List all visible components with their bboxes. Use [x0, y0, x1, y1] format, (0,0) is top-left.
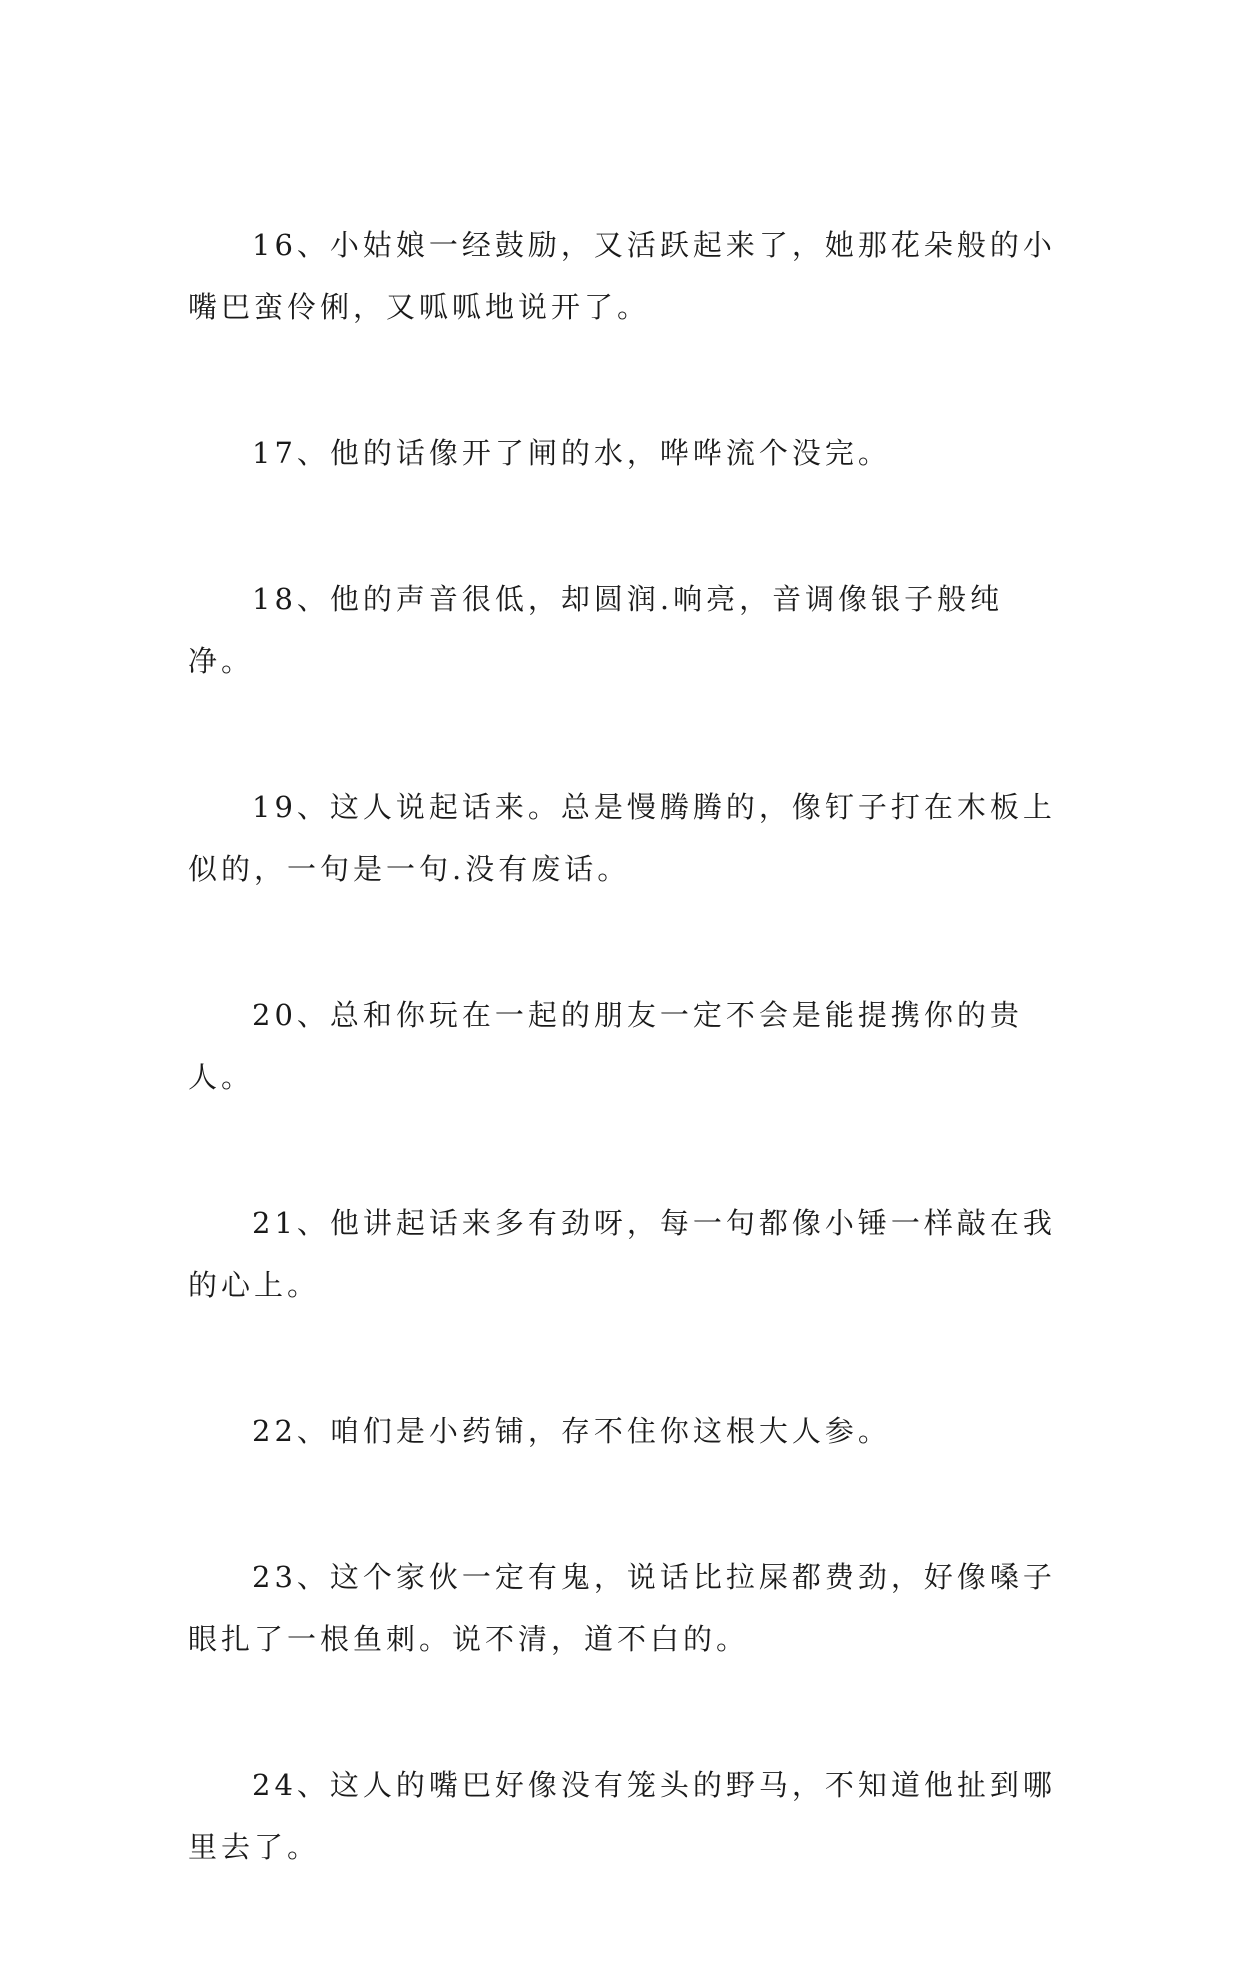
- paragraph-23: 23、这个家伙一定有鬼，说话比拉屎都费劲，好像嗓子眼扎了一根鱼刺。说不清，道不白的。: [188, 1560, 1056, 1656]
- paragraph-21: 21、他讲起话来多有劲呀，每一句都像小锤一样敲在我的心上。: [188, 1206, 1056, 1302]
- paragraph-18: 18、他的声音很低，却圆润.响亮，音调像银子般纯净。: [188, 582, 1004, 678]
- paragraph-20: 20、总和你玩在一起的朋友一定不会是能提携你的贵人。: [188, 998, 1023, 1094]
- paragraph-16: 16、小姑娘一经鼓励，又活跃起来了，她那花朵般的小嘴巴蛮伶俐，又呱呱地说开了。: [188, 228, 1056, 324]
- paragraph-22: 22、咱们是小药铺，存不住你这根大人参。: [252, 1414, 891, 1448]
- document-body: [188, 214, 1058, 1962]
- paragraph-17: 17、他的话像开了闸的水，哗哗流个没完。: [252, 436, 891, 470]
- paragraph-24: 24、这人的嘴巴好像没有笼头的野马，不知道他扯到哪里去了。: [188, 1768, 1056, 1864]
- paragraph-19: 19、这人说起话来。总是慢腾腾的，像钉子打在木板上似的，一句是一句.没有废话。: [188, 790, 1056, 886]
